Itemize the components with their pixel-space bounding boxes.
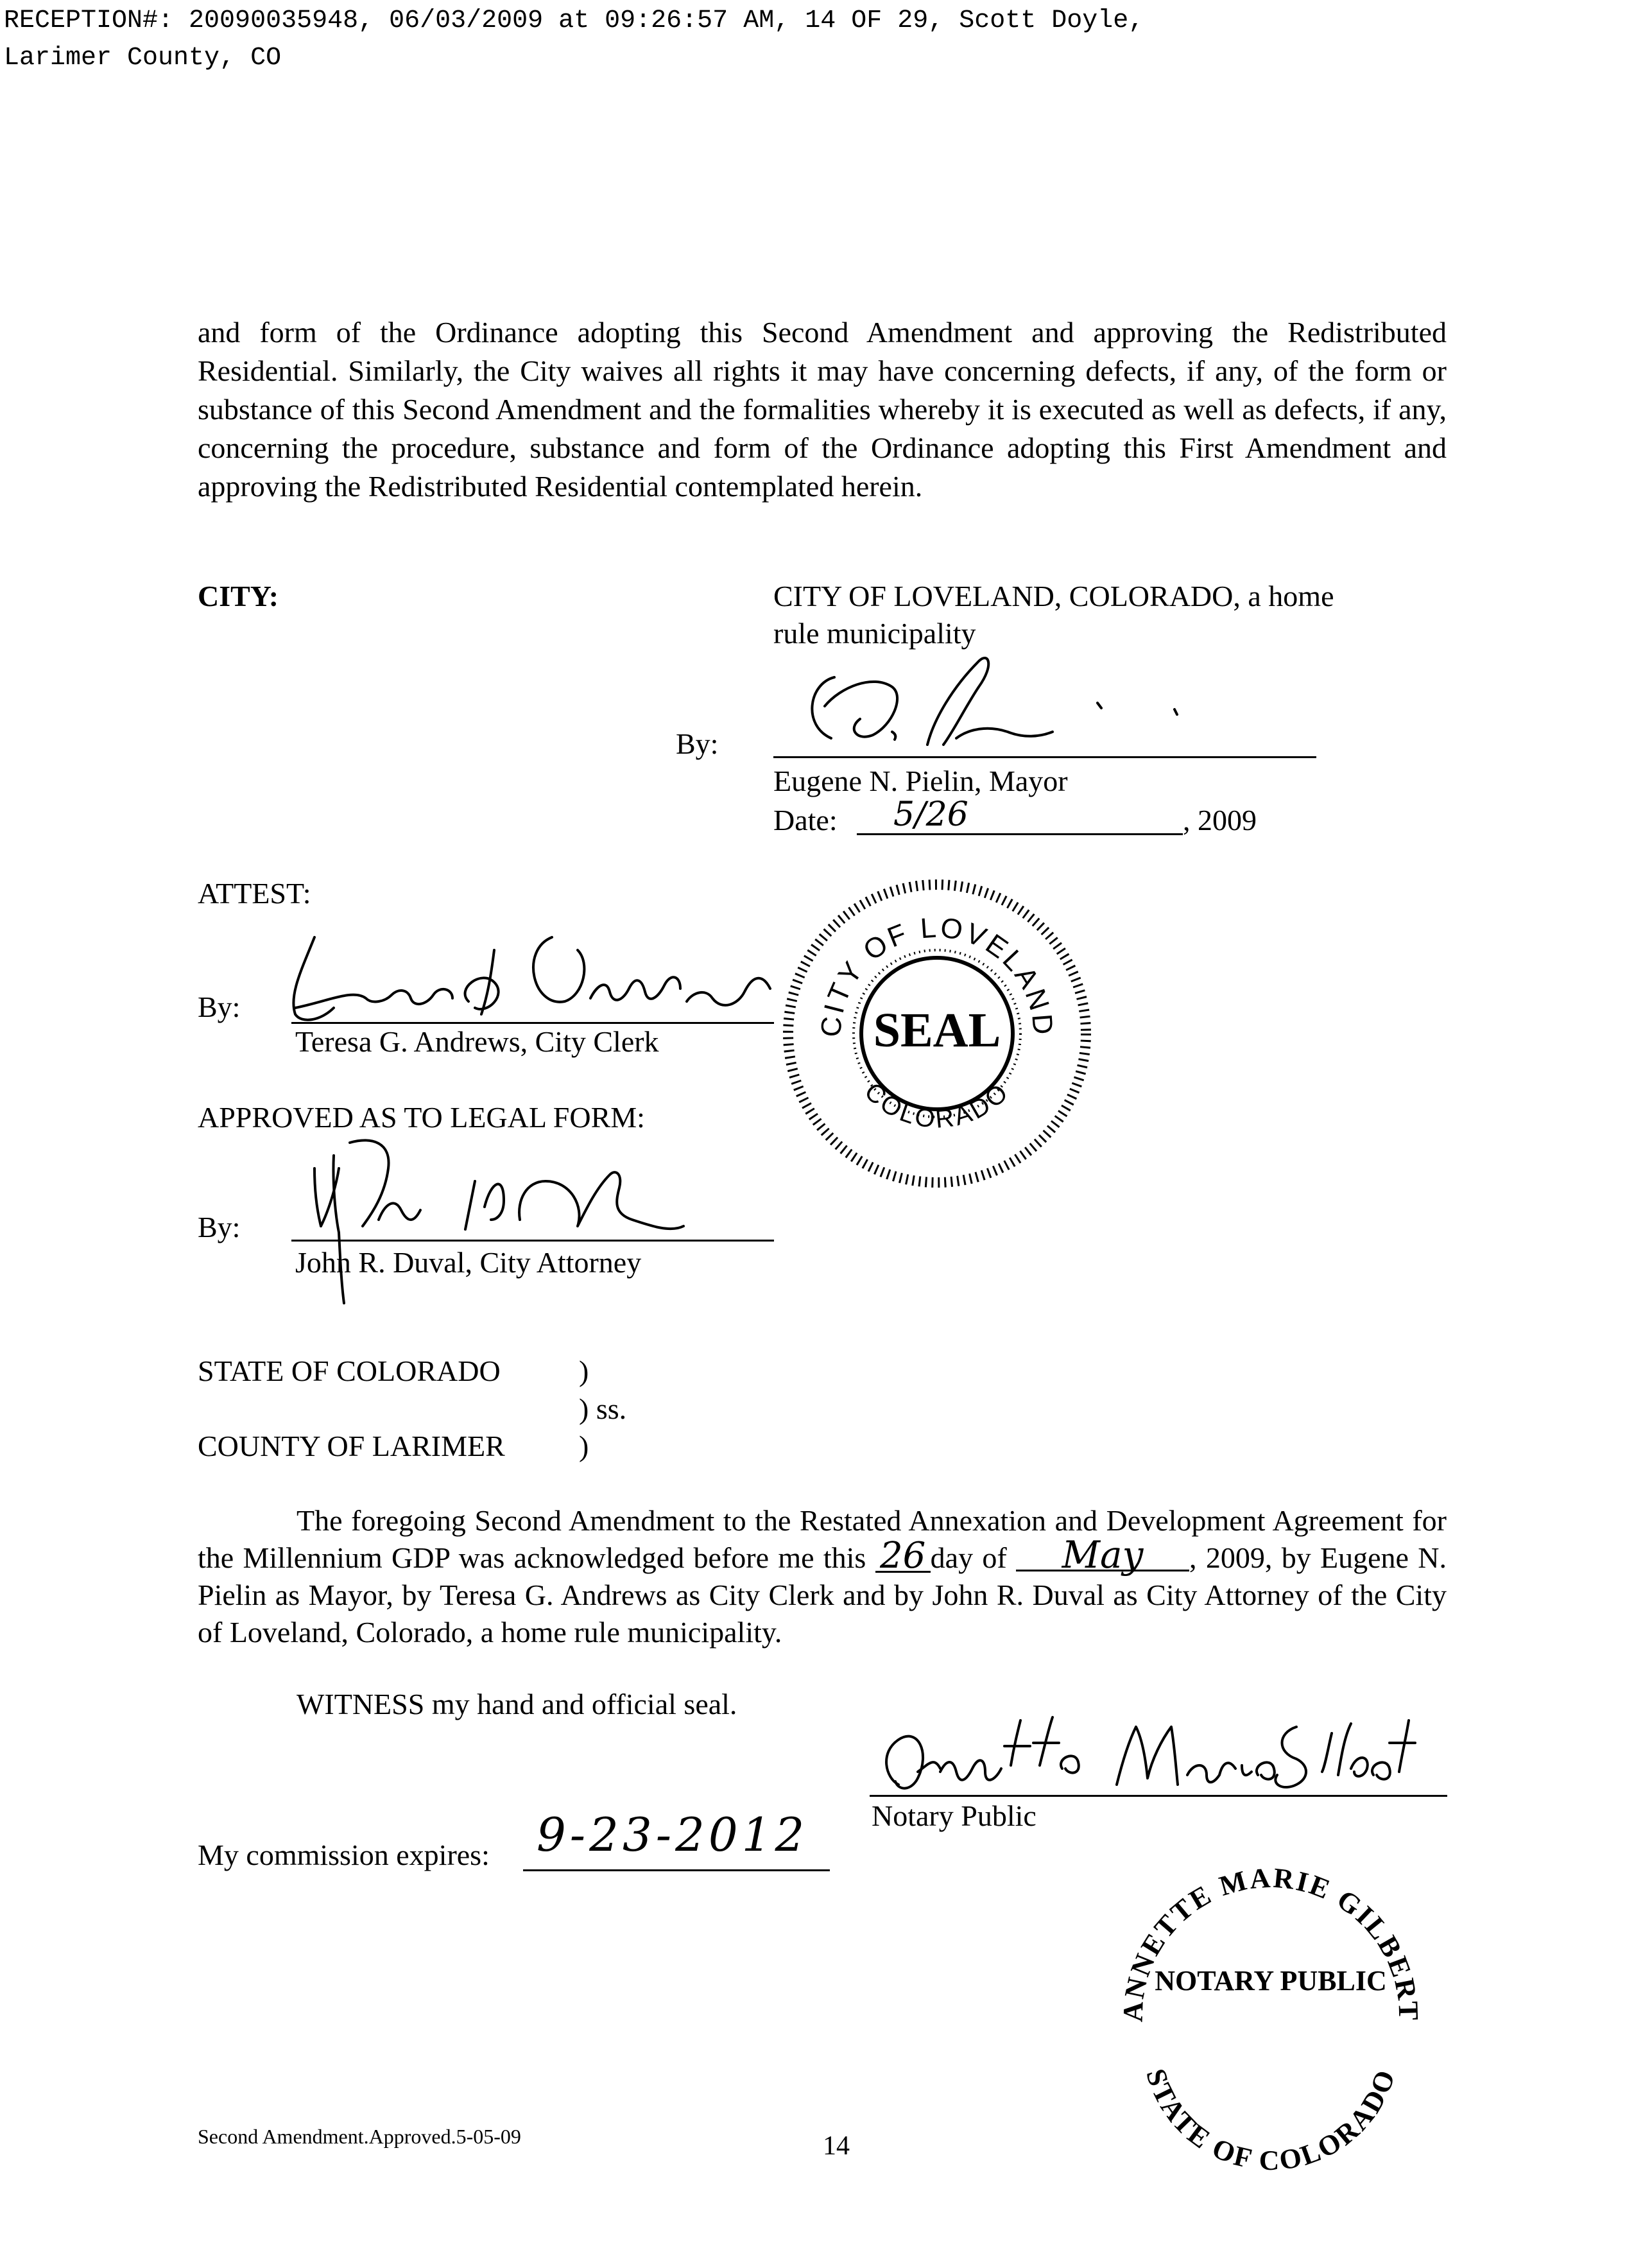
approved-label: APPROVED AS TO LEGAL FORM: bbox=[198, 1101, 645, 1134]
witness-line: WITNESS my hand and official seal. bbox=[297, 1688, 737, 1720]
venue-state: STATE OF COLORADO bbox=[198, 1355, 501, 1387]
notary-stamp-middle-text: NOTARY PUBLIC bbox=[1155, 1965, 1387, 1996]
commission-label: My commission expires: bbox=[198, 1839, 490, 1871]
recording-line-2: Larimer County, CO bbox=[4, 44, 282, 73]
notary-title: Notary Public bbox=[872, 1799, 1037, 1832]
recording-line-1: RECEPTION#: 20090035948, 06/03/2009 at 09:26:57 AM, 14 OF 29, Scott Doyle, bbox=[4, 6, 1144, 35]
clerk-by-label: By: bbox=[198, 991, 241, 1023]
notary-stamp-top-text: ANNETTE MARIE GILBERT bbox=[1117, 1862, 1425, 2023]
svg-text:ANNETTE MARIE GILBERT bbox=[1117, 1862, 1425, 2022]
city-seal-bottom-text: COLORADO bbox=[859, 1077, 1015, 1134]
ack-text-a: The foregoing Second Amendment to the Restated Annexation and Development Agreement for the Millennium GDP was acknowledged before me this bbox=[198, 1504, 1447, 1574]
venue-paren-bottom: ) bbox=[579, 1430, 589, 1462]
commission-line bbox=[523, 1869, 830, 1871]
recording-stamp bbox=[4, 3, 1144, 77]
city-seal-top-text: CITY OF LOVELAND bbox=[815, 912, 1059, 1039]
attorney-signature-line bbox=[291, 1240, 774, 1242]
ack-text-b: day of bbox=[930, 1541, 1007, 1574]
city-entity-line-2: rule municipality bbox=[773, 617, 976, 650]
attorney-name: John R. Duval, City Attorney bbox=[295, 1246, 642, 1279]
svg-text:STATE OF COLORADO bbox=[1140, 2065, 1402, 2176]
attorney-signature bbox=[302, 1130, 725, 1310]
attorney-by-label: By: bbox=[198, 1211, 241, 1243]
date-label: Date: bbox=[773, 804, 838, 836]
city-seal-center-text: SEAL bbox=[873, 1003, 1001, 1057]
footer-doc-name: Second Amendment.Approved.5-05-09 bbox=[198, 2125, 521, 2148]
page-number: 14 bbox=[823, 2131, 850, 2161]
venue-paren-top: ) bbox=[579, 1355, 589, 1387]
ack-day-handwritten: 26 bbox=[875, 1541, 931, 1573]
clerk-signature bbox=[276, 924, 809, 1027]
venue-county: COUNTY OF LARIMER bbox=[198, 1430, 505, 1462]
ack-text-c: , 2009, by Eugene N. Pielin as Mayor, by Teresa G. Andrews as City Clerk and by John R. Duval as City Attorney of the City of Loveland, Colorado, a home rule municipality. bbox=[198, 1541, 1447, 1649]
waiver-paragraph: and form of the Ordinance adopting this Second Amendment and approving the Redistributed Residential. Similarly, the City waives all rights it may have concerning defects, if any, of the form or substance of this Second Amendment and the formalities whereby it is executed as well as defects, if any, concerning the procedure, substance and form of the Ordinance adopting this First Amendment and approving the Redistributed Residential contemplated herein. bbox=[198, 316, 1447, 503]
notary-signature-line bbox=[870, 1795, 1447, 1797]
date-year: , 2009 bbox=[1183, 804, 1257, 836]
mayor-signature bbox=[796, 648, 1207, 757]
venue-ss: ) ss. bbox=[579, 1392, 627, 1425]
notary-signature bbox=[860, 1714, 1438, 1804]
svg-text:COLORADO bbox=[859, 1077, 1015, 1134]
notary-stamp bbox=[1091, 1823, 1450, 2183]
mayor-name: Eugene N. Pielin, Mayor bbox=[773, 765, 1068, 797]
mayor-by-label: By: bbox=[676, 727, 719, 760]
acknowledgment-paragraph bbox=[198, 1502, 1447, 1651]
mayor-signature-line bbox=[773, 756, 1316, 758]
attest-label: ATTEST: bbox=[198, 877, 311, 910]
ack-month-handwritten: May bbox=[1016, 1540, 1189, 1571]
city-entity-line-1: CITY OF LOVELAND, COLORADO, a home bbox=[773, 580, 1334, 612]
city-label: CITY: bbox=[198, 580, 279, 612]
date-handwritten: 5/26 bbox=[893, 795, 968, 834]
city-seal bbox=[777, 873, 1097, 1194]
commission-date-handwritten: 9-23-2012 bbox=[537, 1808, 809, 1862]
notary-stamp-bottom-text: STATE OF COLORADO bbox=[1140, 2064, 1402, 2177]
clerk-name: Teresa G. Andrews, City Clerk bbox=[295, 1025, 659, 1058]
clerk-signature-line bbox=[291, 1022, 774, 1024]
